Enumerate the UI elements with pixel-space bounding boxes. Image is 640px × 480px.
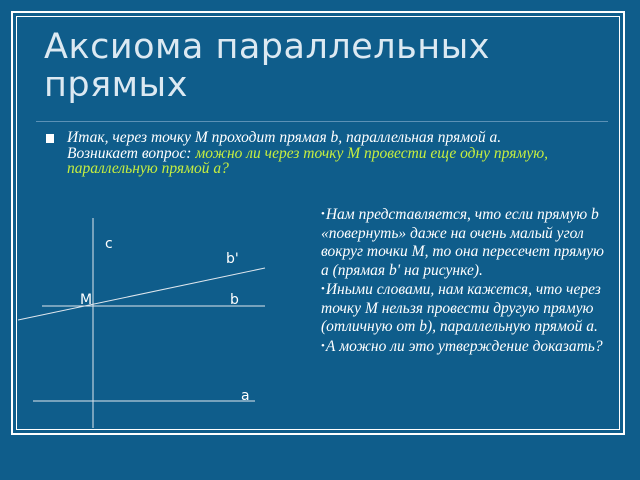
label-a: a (241, 388, 250, 404)
bullet-dot-icon: • (321, 339, 325, 352)
bullet-dot-icon: • (321, 283, 325, 295)
bullet-dot-icon: • (321, 208, 325, 220)
explanation-paragraph: •А можно ли это утверждение доказать? (321, 337, 603, 355)
explanation-paragraph: •Иными словами, нам кажется, что через точку М нельзя провести другую прямую (отличную от b), параллельную прямой а. (321, 281, 601, 335)
intro-question-text: можно ли через точку М провести еще одну прямую, параллельную прямой а? (67, 144, 549, 177)
intro-plain-text: Итак, через точку М проходит прямая b, параллельная прямой а. Возникает вопрос: (67, 129, 502, 162)
line-b-prime (18, 268, 265, 320)
slide-title: Аксиома параллельных прямых (44, 27, 490, 105)
label-b-prime: b' (226, 251, 239, 267)
label-c: c (105, 236, 113, 252)
label-b: b (230, 292, 239, 308)
explanation-paragraph: •Нам представляется, что если прямую b «повернуть» даже на очень малый угол вокруг точки М, то она пересечет прямую а (прямая b' на рисунке). (321, 206, 604, 279)
label-m: M (80, 292, 93, 308)
